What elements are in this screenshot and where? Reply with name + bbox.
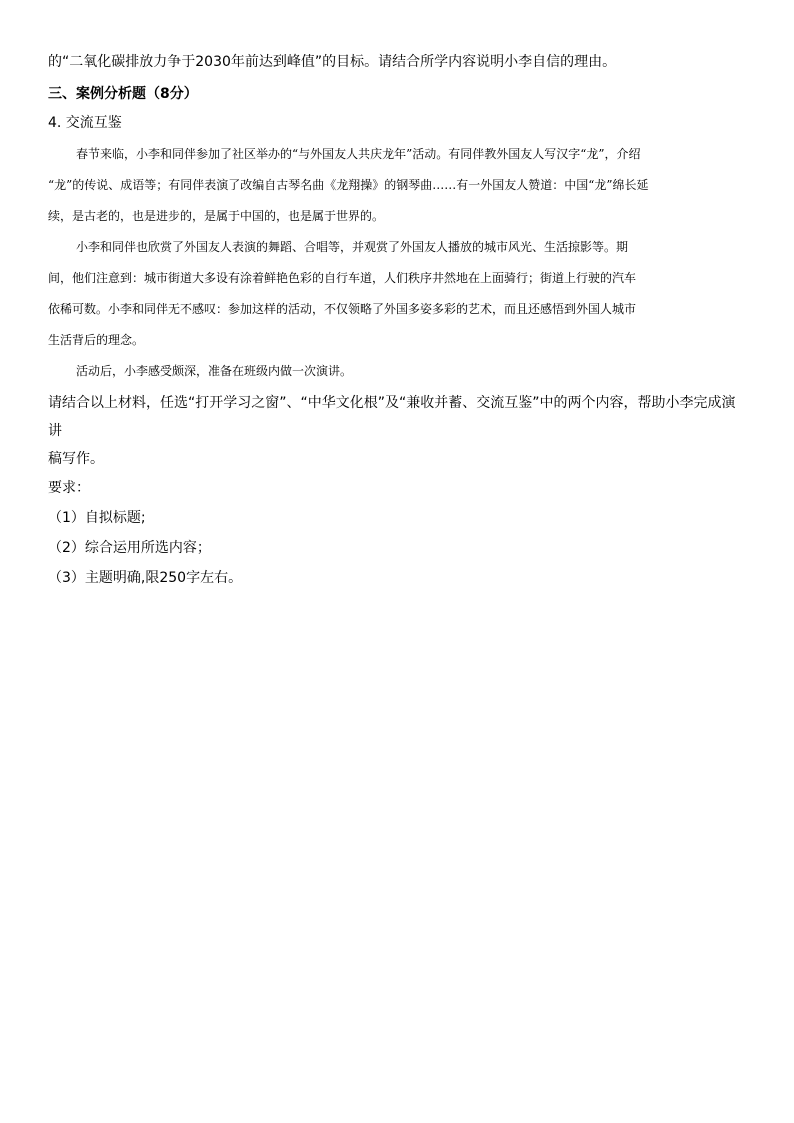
requirements-label: 要求： <box>48 480 90 496</box>
material-block <box>48 139 748 387</box>
material-paragraph-3-line-1: 活动后，小李感受颇深，准备在班级内做一次演讲。 <box>76 364 353 378</box>
material-paragraph-2-line-4: 生活背后的理念。 <box>48 333 145 347</box>
material-paragraph-1-line-2: “龙”的传说、成语等；有同伴表演了改编自古琴名曲《龙翔操》的钢琴曲……有一外国友人赞道：中国“龙”绵长延 <box>48 178 649 192</box>
instruction-line-1: 请结合以上材料，任选“打开学习之窗”、“中华文化根”及“兼收并蓄、交流互鉴”中的两个内容，帮助小李完成演讲 <box>48 395 736 439</box>
document-page <box>48 52 748 593</box>
question-number: 4. 交流互鉴 <box>48 115 122 131</box>
material-paragraph-1-line-1: 春节来临，小李和同伴参加了社区举办的“与外国友人共庆龙年”活动。有同伴教外国友人写汉字“龙”，介绍 <box>76 147 641 161</box>
section-heading: 三、案例分析题（8分） <box>48 86 198 102</box>
instruction-block <box>48 389 748 473</box>
requirement-item: （3）主题明确,限250字左右。 <box>48 570 243 586</box>
instruction-line-2: 稿写作。 <box>48 451 104 467</box>
material-paragraph-2-line-3: 依稀可数。小李和同伴无不感叹：参加这样的活动，不仅领略了外国多姿多彩的艺术，而且还感悟到外国人城市 <box>48 302 637 316</box>
requirement-item: （1）自拟标题; <box>48 510 146 526</box>
material-paragraph-2-line-2: 间，他们注意到：城市街道大多设有涂着鲜艳色彩的自行车道，人们秩序井然地在上面骑行；街道上行驶的汽车 <box>48 271 637 285</box>
material-paragraph-2-line-1: 小李和同伴也欣赏了外国友人表演的舞蹈、合唱等，并观赏了外国友人播放的城市风光、生活掠影等。期 <box>76 240 629 254</box>
previous-question-tail: 的“二氧化碳排放力争于2030年前达到峰值”的目标。请结合所学内容说明小李自信的理由。 <box>48 54 617 70</box>
material-paragraph-1-line-3: 续，是古老的，也是进步的，是属于中国的，也是属于世界的。 <box>48 209 385 223</box>
requirement-item: （2）综合运用所选内容； <box>48 540 211 556</box>
